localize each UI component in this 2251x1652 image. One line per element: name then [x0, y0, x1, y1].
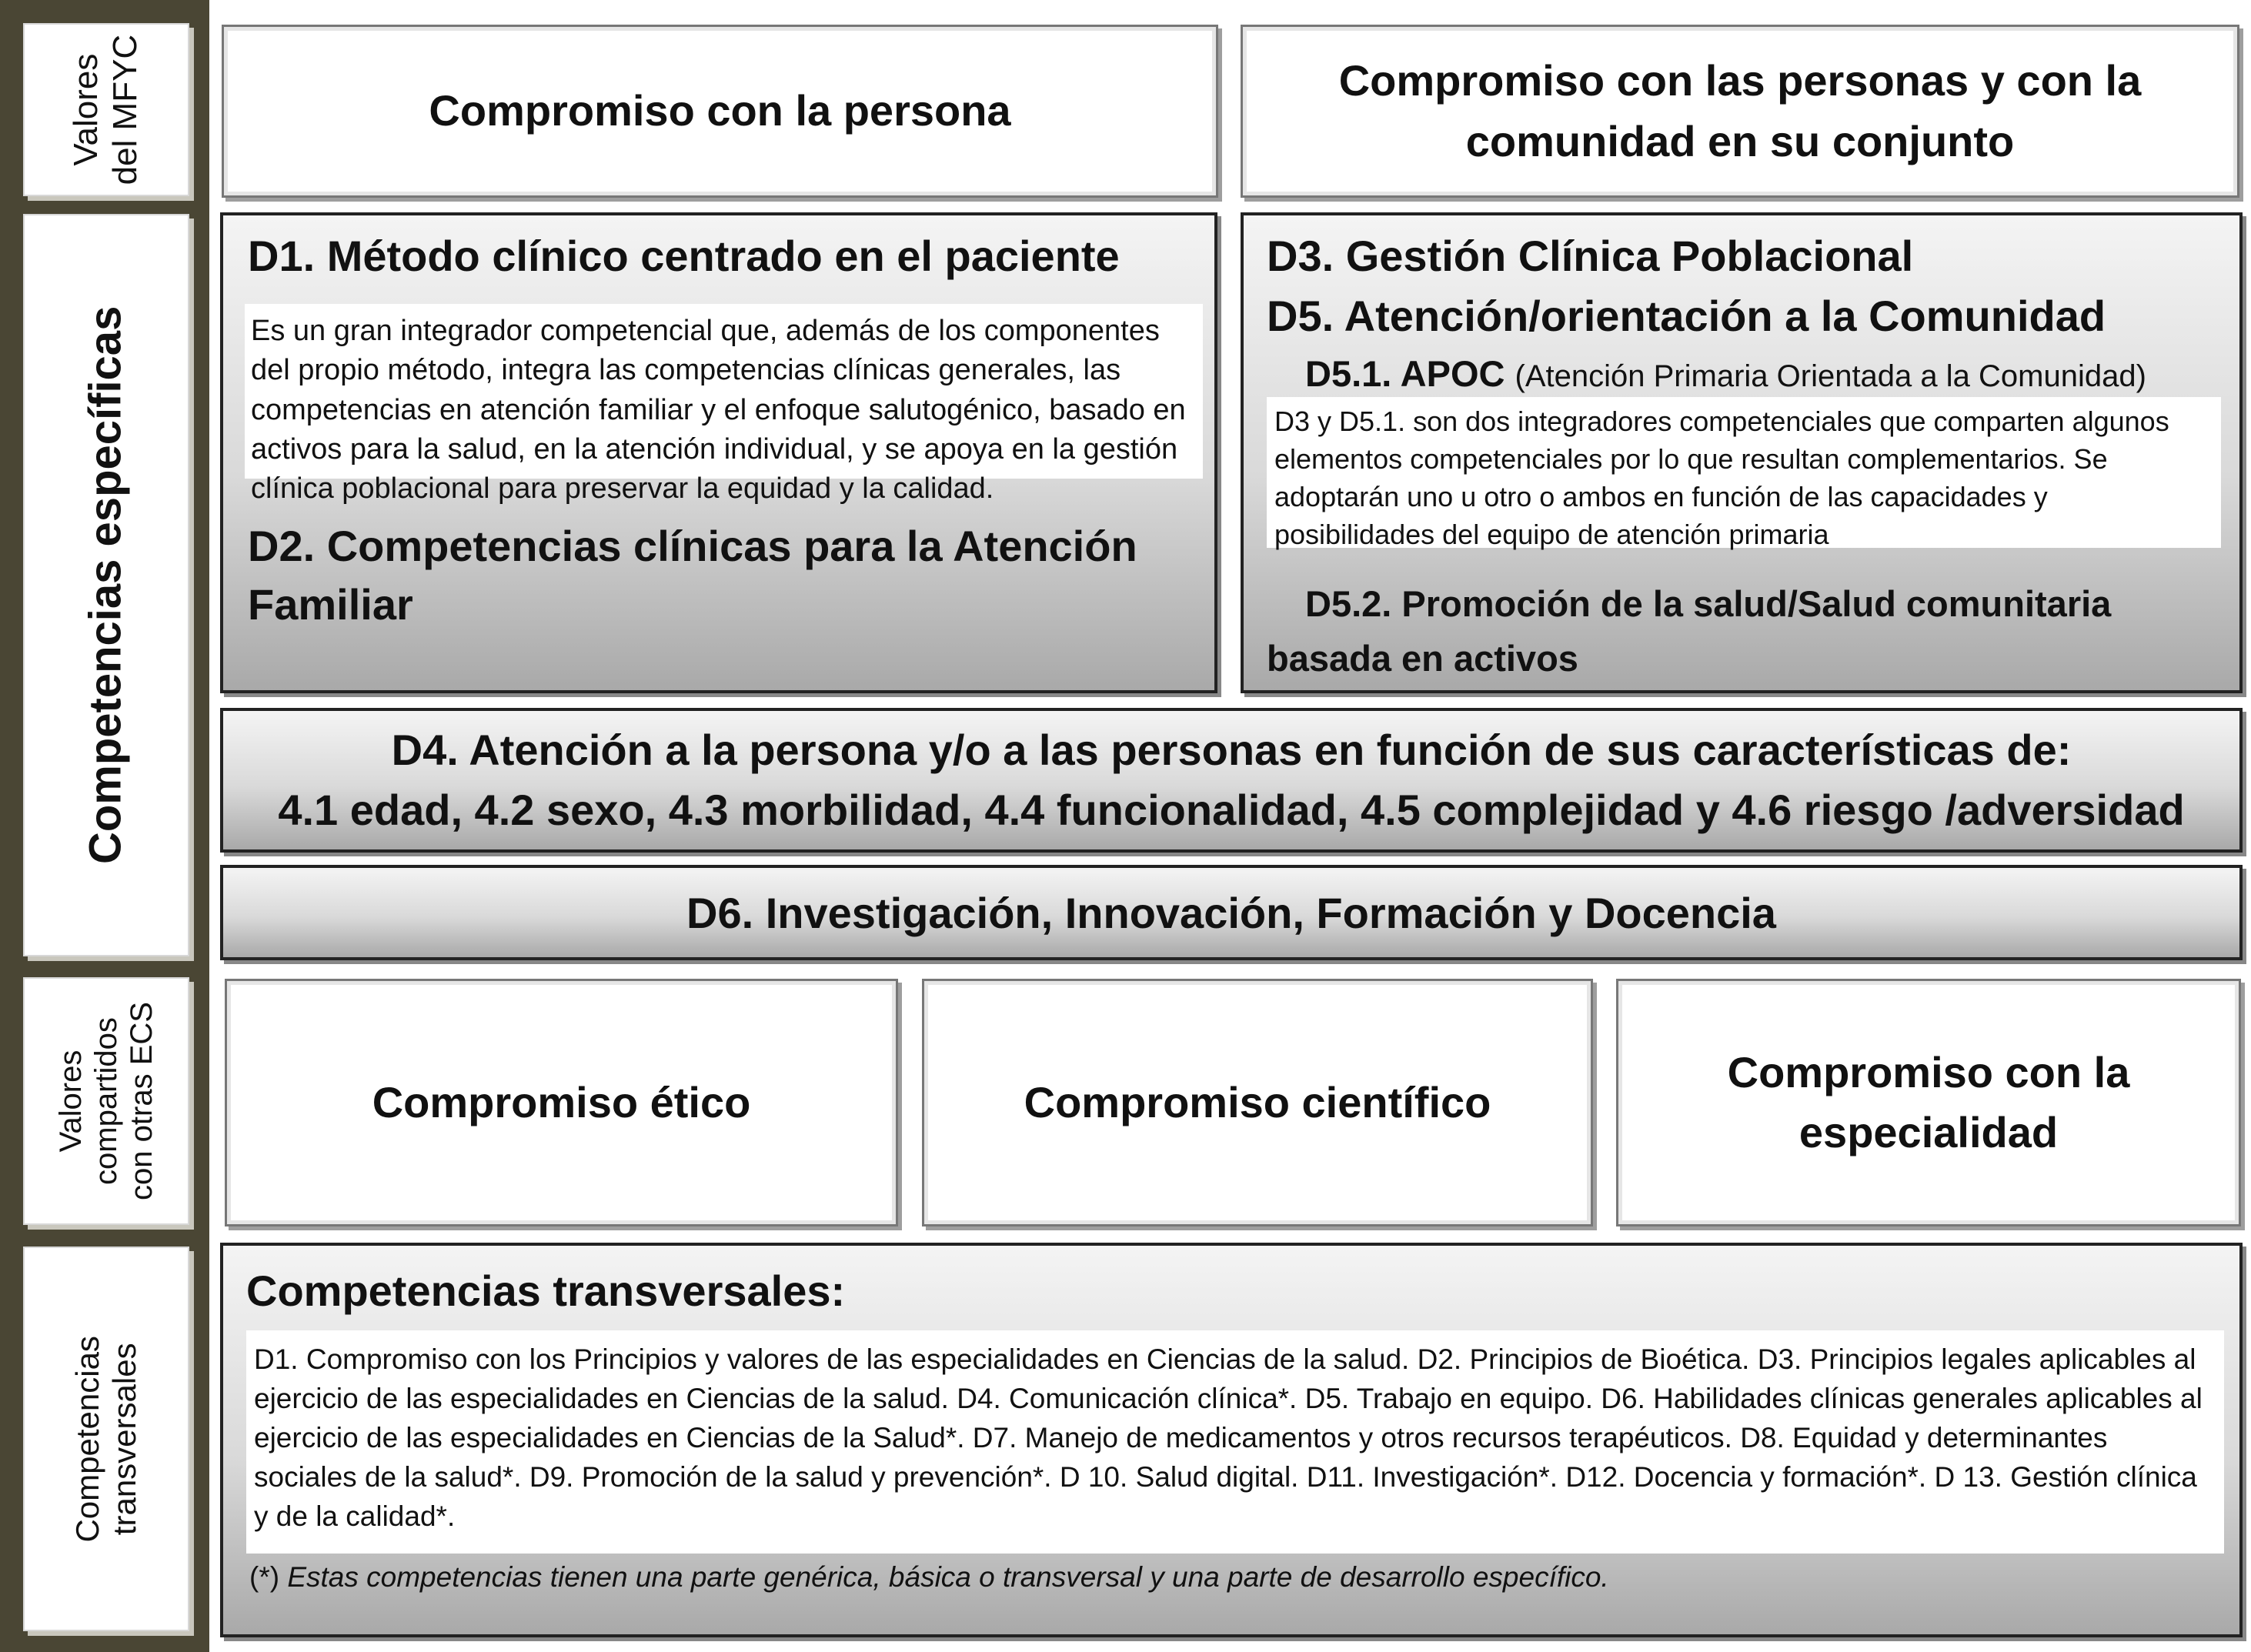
value-compromiso-persona-text: Compromiso con la persona — [429, 86, 1011, 135]
transversales-title: Competencias transversales: — [246, 1267, 846, 1315]
valores-mfyc-label: Valores del MFYC — [67, 34, 144, 185]
note-text: Estas competencias tienen una parte genérica, básica o transversal y una parte de desarrollo específico. — [279, 1561, 1609, 1593]
d1-description: Es un gran integrador competencial que, además de los componentes del propio método, integra las competencias clínicas generales, las competencias en atención familiar y el enfoque salutogénico, basado en activos para la salud, en la atención individual, y se apoya en la gestión clínica poblacional para preservar la equidad y la calidad. — [245, 304, 1203, 479]
valores-compartidos-label: Valores compartidos con otras ECS — [54, 1002, 159, 1200]
sidebar-label-competencias-especificas — [23, 214, 189, 956]
competencias-transversales-label: Competencias transversales — [68, 1335, 142, 1543]
d3-description: D3 y D5.1. son dos integradores competenciales que comparten algunos elementos competenciales por lo que resultan complementarios. Se adoptarán uno u otro o ambos en función de las capacidades y posibilidades del equipo de atención primaria — [1267, 397, 2221, 548]
d52-title-line2: basada en activos — [1267, 637, 1578, 679]
domain-d1-box — [220, 212, 1217, 693]
value-compromiso-cientifico-text: Compromiso científico — [1024, 1077, 1491, 1126]
sidebar-label-competencias-transversales — [23, 1247, 189, 1631]
d51-title — [1305, 352, 2146, 395]
value-compromiso-etico-text: Compromiso ético — [372, 1077, 751, 1126]
d6-title: D6. Investigación, Innovación, Formación y Docencia — [686, 888, 1776, 937]
value-compromiso-comunidad-text: Compromiso con las personas y con la comunidad en su conjunto — [1338, 56, 2142, 165]
value-compromiso-especialidad-text: Compromiso con la especialidad — [1727, 1047, 2130, 1156]
d3-title: D3. Gestión Clínica Poblacional — [1267, 232, 1914, 280]
value-compromiso-etico — [225, 979, 898, 1226]
domain-d4-box — [220, 708, 2243, 853]
value-compromiso-especialidad — [1616, 979, 2241, 1226]
d5-title: D5. Atención/orientación a la Comunidad — [1267, 292, 2106, 340]
d51-title-main: D5.1. APOC — [1305, 353, 1505, 394]
d52-title — [1267, 577, 2229, 686]
sidebar — [0, 0, 209, 1652]
domain-d6-box — [220, 865, 2243, 960]
transversales-description: D1. Compromiso con los Principios y valores de las especialidades en Ciencias de la salud. D2. Principios de Bioética. D3. Principios legales aplicables al ejercicio de las especialidades en Ciencias de la salud. D4. Comunicación clínica*. D5. Trabajo en equipo. D6. Habilidades clínicas generales aplicables al ejercicio de las especialidades en Ciencias de la Salud*. D7. Manejo de medicamentos y otros recursos terapéuticos. D8. Equidad y determinantes sociales de la salud*. D9. Promoción de la salud y prevención*. D 10. Salud digital. D11. Investigación*. D12. Docencia y formación*. D 13. Gestión clínica y de la calidad*. — [246, 1330, 2224, 1554]
value-compromiso-cientifico — [922, 979, 1593, 1226]
d1-title: D1. Método clínico centrado en el paciente — [248, 232, 1120, 280]
d4-line2: 4.1 edad, 4.2 sexo, 4.3 morbilidad, 4.4 funcionalidad, 4.5 complejidad y 4.6 riesgo /adversidad — [278, 786, 2185, 834]
sidebar-label-valores-compartidos — [23, 977, 189, 1225]
value-compromiso-persona — [222, 25, 1218, 198]
competencias-especificas-label: Competencias específicas — [80, 305, 131, 865]
d51-title-sub: (Atención Primaria Orientada a la Comunidad) — [1515, 359, 2146, 393]
domain-d3-d5-box — [1241, 212, 2243, 693]
transversales-note — [249, 1561, 1609, 1594]
d2-title: D2. Competencias clínicas para la Atención Familiar — [248, 522, 1137, 629]
d52-title-line1: D5.2. Promoción de la salud/Salud comunitaria — [1305, 583, 2112, 624]
value-compromiso-comunidad — [1241, 25, 2239, 198]
note-asterisk: (*) — [249, 1561, 280, 1593]
sidebar-label-valores-mfyc — [23, 23, 189, 196]
transversal-competencies-box — [220, 1243, 2243, 1637]
d4-line1: D4. Atención a la persona y/o a las personas en función de sus características de: — [391, 725, 2072, 774]
